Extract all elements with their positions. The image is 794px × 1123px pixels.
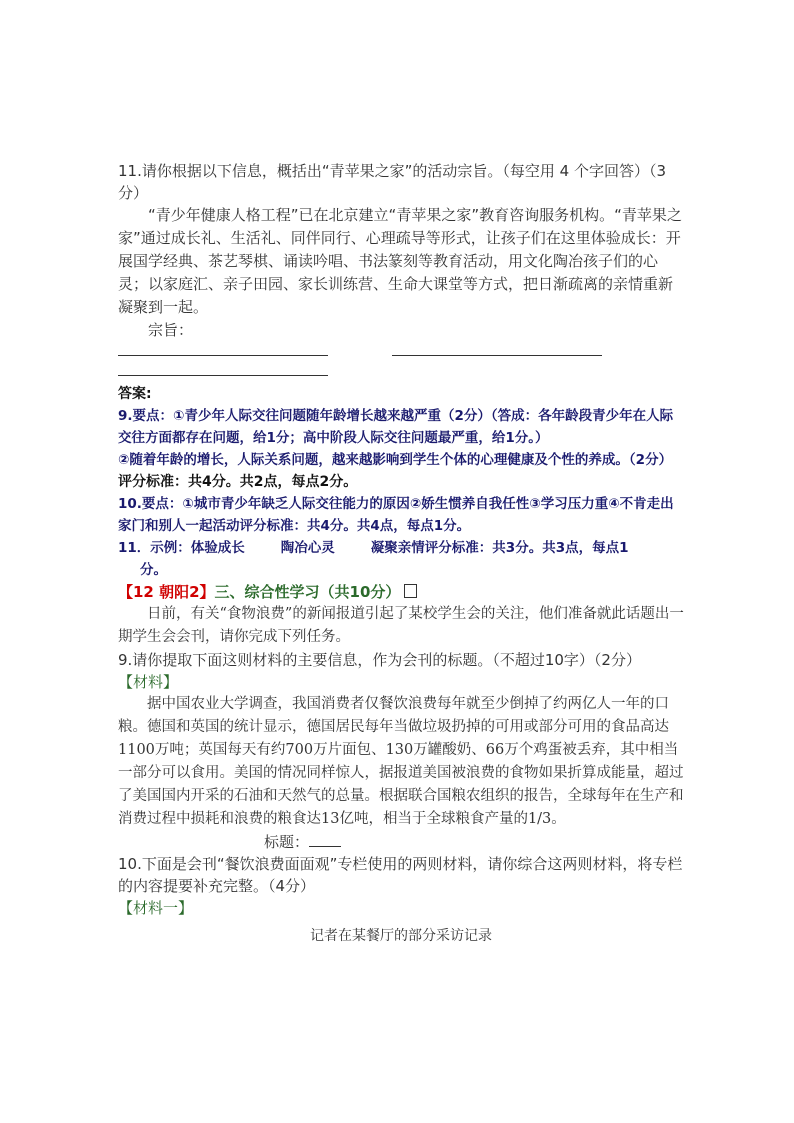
checkbox-icon	[404, 584, 417, 598]
section-heading	[118, 581, 684, 603]
answer-11-item-2: 陶冶心灵	[280, 540, 335, 556]
answer-blanks-row-1	[118, 341, 684, 363]
purpose-label: 宗旨：	[148, 321, 194, 339]
answer-11	[118, 537, 684, 559]
section-intro: 日前，有关“食物浪费”的新闻报道引起了某校学生会的关注，他们准备就此话题出一期学生会会刊，请你完成下列任务。	[118, 606, 684, 645]
answer-blanks-row-2	[118, 363, 684, 383]
answer-blank-2[interactable]	[392, 355, 602, 356]
answer-11-tail: 分。	[140, 562, 167, 578]
material-1-label: 【材料一】	[118, 899, 194, 917]
interview-record-title: 记者在某餐厅的部分采访记录	[310, 928, 492, 944]
question-11-paragraph: “青少年健康人格工程”已在北京建立“青苹果之家”教育咨询服务机构。“青苹果之家”通过成长礼、生活礼、同伴同行、心理疏导等形式，让孩子们在这里体验成长：开展国学经典、茶艺琴棋、诵读吟唱、书法篆刻等教育活动，用文化陶冶孩子们的心灵；以家庭汇、亲子田园、家长训练营、生命大课堂等方式，把日渐疏离的亲情重新凝聚到一起。	[118, 206, 682, 316]
section-title: 三、综合性学习（共10分）	[214, 583, 401, 601]
answer-11-item-3: 凝聚亲情评分标准：共3分。共3点，每点1	[370, 540, 629, 556]
answer-9-point-1: 9.要点：①青少年人际交往问题随年龄增长越来越严重（2分）（答成：各年龄段青少年在人际交往方面都存在问题，给1分；高中阶段人际交往问题最严重，给1分。）	[118, 408, 674, 446]
answer-10: 10.要点：①城市青少年缺乏人际交往能力的原因②娇生惯养自我任性③学习压力重④不肯走出家门和别人一起活动评分标准：共4分。共4点，每点1分。	[118, 496, 674, 534]
material-text: 据中国农业大学调查，我国消费者仅餐饮浪费每年就至少倒掉了约两亿人一年的口粮。德国和英国的统计显示，德国居民每年当做垃圾扔掉的可用或部分可用的食品高达1100万吨；英国每天有约700万片面包、130万罐酸奶、66万个鸡蛋被丢弃，其中相当一部分可以食用。美国的情况同样惊人，据报道美国被浪费的食物如果折算成能量，超过了美国国内开采的石油和天然气的总量。根据联合国粮农组织的报告，全球每年在生产和消费过程中损耗和浪费的粮食达13亿吨，相当于全球粮食产量的1/3。	[118, 696, 684, 827]
question-11: 11.请你根据以下信息，概括出“青苹果之家”的活动宗旨。（每空用 4 个字回答）（3分）	[118, 162, 667, 202]
title-blank[interactable]	[309, 832, 341, 847]
material-label: 【材料】	[118, 673, 179, 691]
document-page	[118, 160, 684, 945]
question-9: 9.请你提取下面这则材料的主要信息，作为会刊的标题。（不超过10字）（2分）	[118, 651, 641, 669]
question-10: 10.下面是会刊“餐饮浪费面面观”专栏使用的两则材料，请你综合这两则材料，将专栏的内容提要补充完整。（4分）	[118, 855, 683, 895]
title-label: 标题：	[264, 833, 310, 851]
answer-blank-3[interactable]	[118, 375, 328, 376]
answer-blank-1[interactable]	[118, 355, 328, 356]
title-line	[118, 831, 684, 853]
answers-heading: 答案:	[118, 386, 152, 402]
answer-11-example: 11．示例：体验成长	[118, 540, 245, 556]
section-tag: 【12 朝阳2】	[118, 583, 215, 601]
answer-9-criteria: 评分标准：共4分。共2点，每点2分。	[118, 474, 358, 490]
answer-9-point-2: ②随着年龄的增长，人际关系问题，越来越影响到学生个体的心理健康及个性的养成。（2分）	[118, 452, 673, 468]
